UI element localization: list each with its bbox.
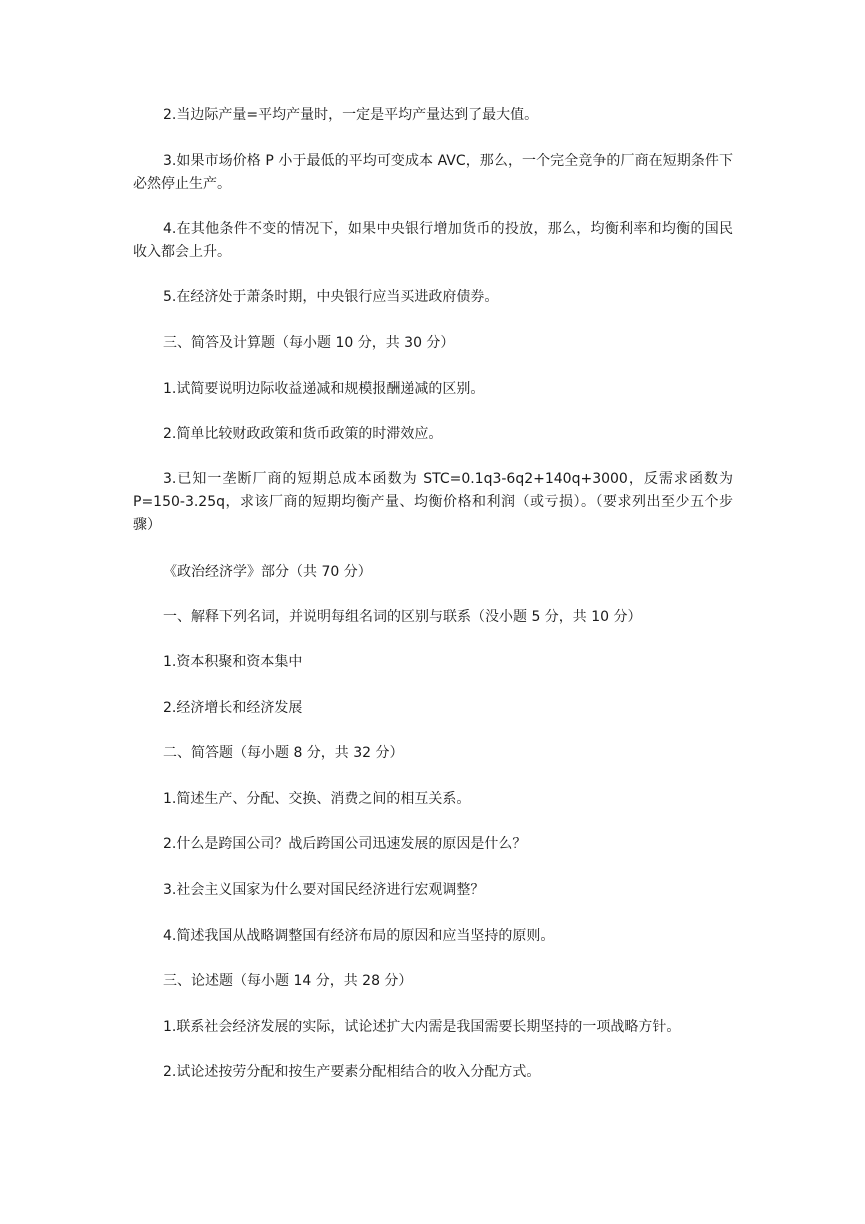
- question-1: 1.试简要说明边际收益递减和规模报酬递减的区别。: [163, 381, 485, 397]
- essay-2: 2.试论述按劳分配和按生产要素分配相结合的收入分配方式。: [163, 1064, 541, 1080]
- section-heading-essay: 三、论述题（每小题 14 分，共 28 分）: [163, 973, 413, 989]
- part-heading-political-economy: 《政治经济学》部分（共 70 分）: [163, 564, 372, 580]
- question-3: 3.已知一垄断厂商的短期总成本函数为 STC=0.1q3-6q2+140q+3000，反需求函数为 P=150-3.25q，求该厂商的短期均衡产量、均衡价格和利润（或亏损）。（要求列出至少五个步骤）: [133, 471, 733, 533]
- definition-2: 2.经济增长和经济发展: [163, 700, 303, 716]
- short-answer-4: 4.简述我国从战略调整国有经济布局的原因和应当坚持的原则。: [163, 928, 555, 944]
- section-heading-definitions: 一、解释下列名词，并说明每组名词的区别与联系（没小题 5 分，共 10 分）: [163, 609, 642, 625]
- short-answer-2: 2.什么是跨国公司？战后跨国公司迅速发展的原因是什么？: [163, 836, 527, 852]
- section-heading-short-answer-calc: 三、简答及计算题（每小题 10 分，共 30 分）: [163, 335, 455, 351]
- definition-1: 1.资本积聚和资本集中: [163, 654, 303, 670]
- statement-5: 5.在经济处于萧条时期，中央银行应当买进政府债券。: [163, 289, 499, 305]
- essay-1: 1.联系社会经济发展的实际，试论述扩大内需是我国需要长期坚持的一项战略方针。: [163, 1019, 681, 1035]
- short-answer-1: 1.简述生产、分配、交换、消费之间的相互关系。: [163, 791, 471, 807]
- short-answer-3: 3.社会主义国家为什么要对国民经济进行宏观调整？: [163, 882, 485, 898]
- statement-4: 4.在其他条件不变的情况下，如果中央银行增加货币的投放，那么，均衡利率和均衡的国民收入都会上升。: [133, 221, 733, 260]
- question-2: 2.简单比较财政政策和货币政策的时滞效应。: [163, 426, 443, 442]
- statement-3: 3.如果市场价格 P 小于最低的平均可变成本 AVC，那么，一个完全竞争的厂商在短期条件下必然停止生产。: [133, 153, 733, 192]
- section-heading-short-answer: 二、简答题（每小题 8 分，共 32 分）: [163, 745, 404, 761]
- statement-2: 2.当边际产量=平均产量时，一定是平均产量达到了最大值。: [163, 107, 539, 123]
